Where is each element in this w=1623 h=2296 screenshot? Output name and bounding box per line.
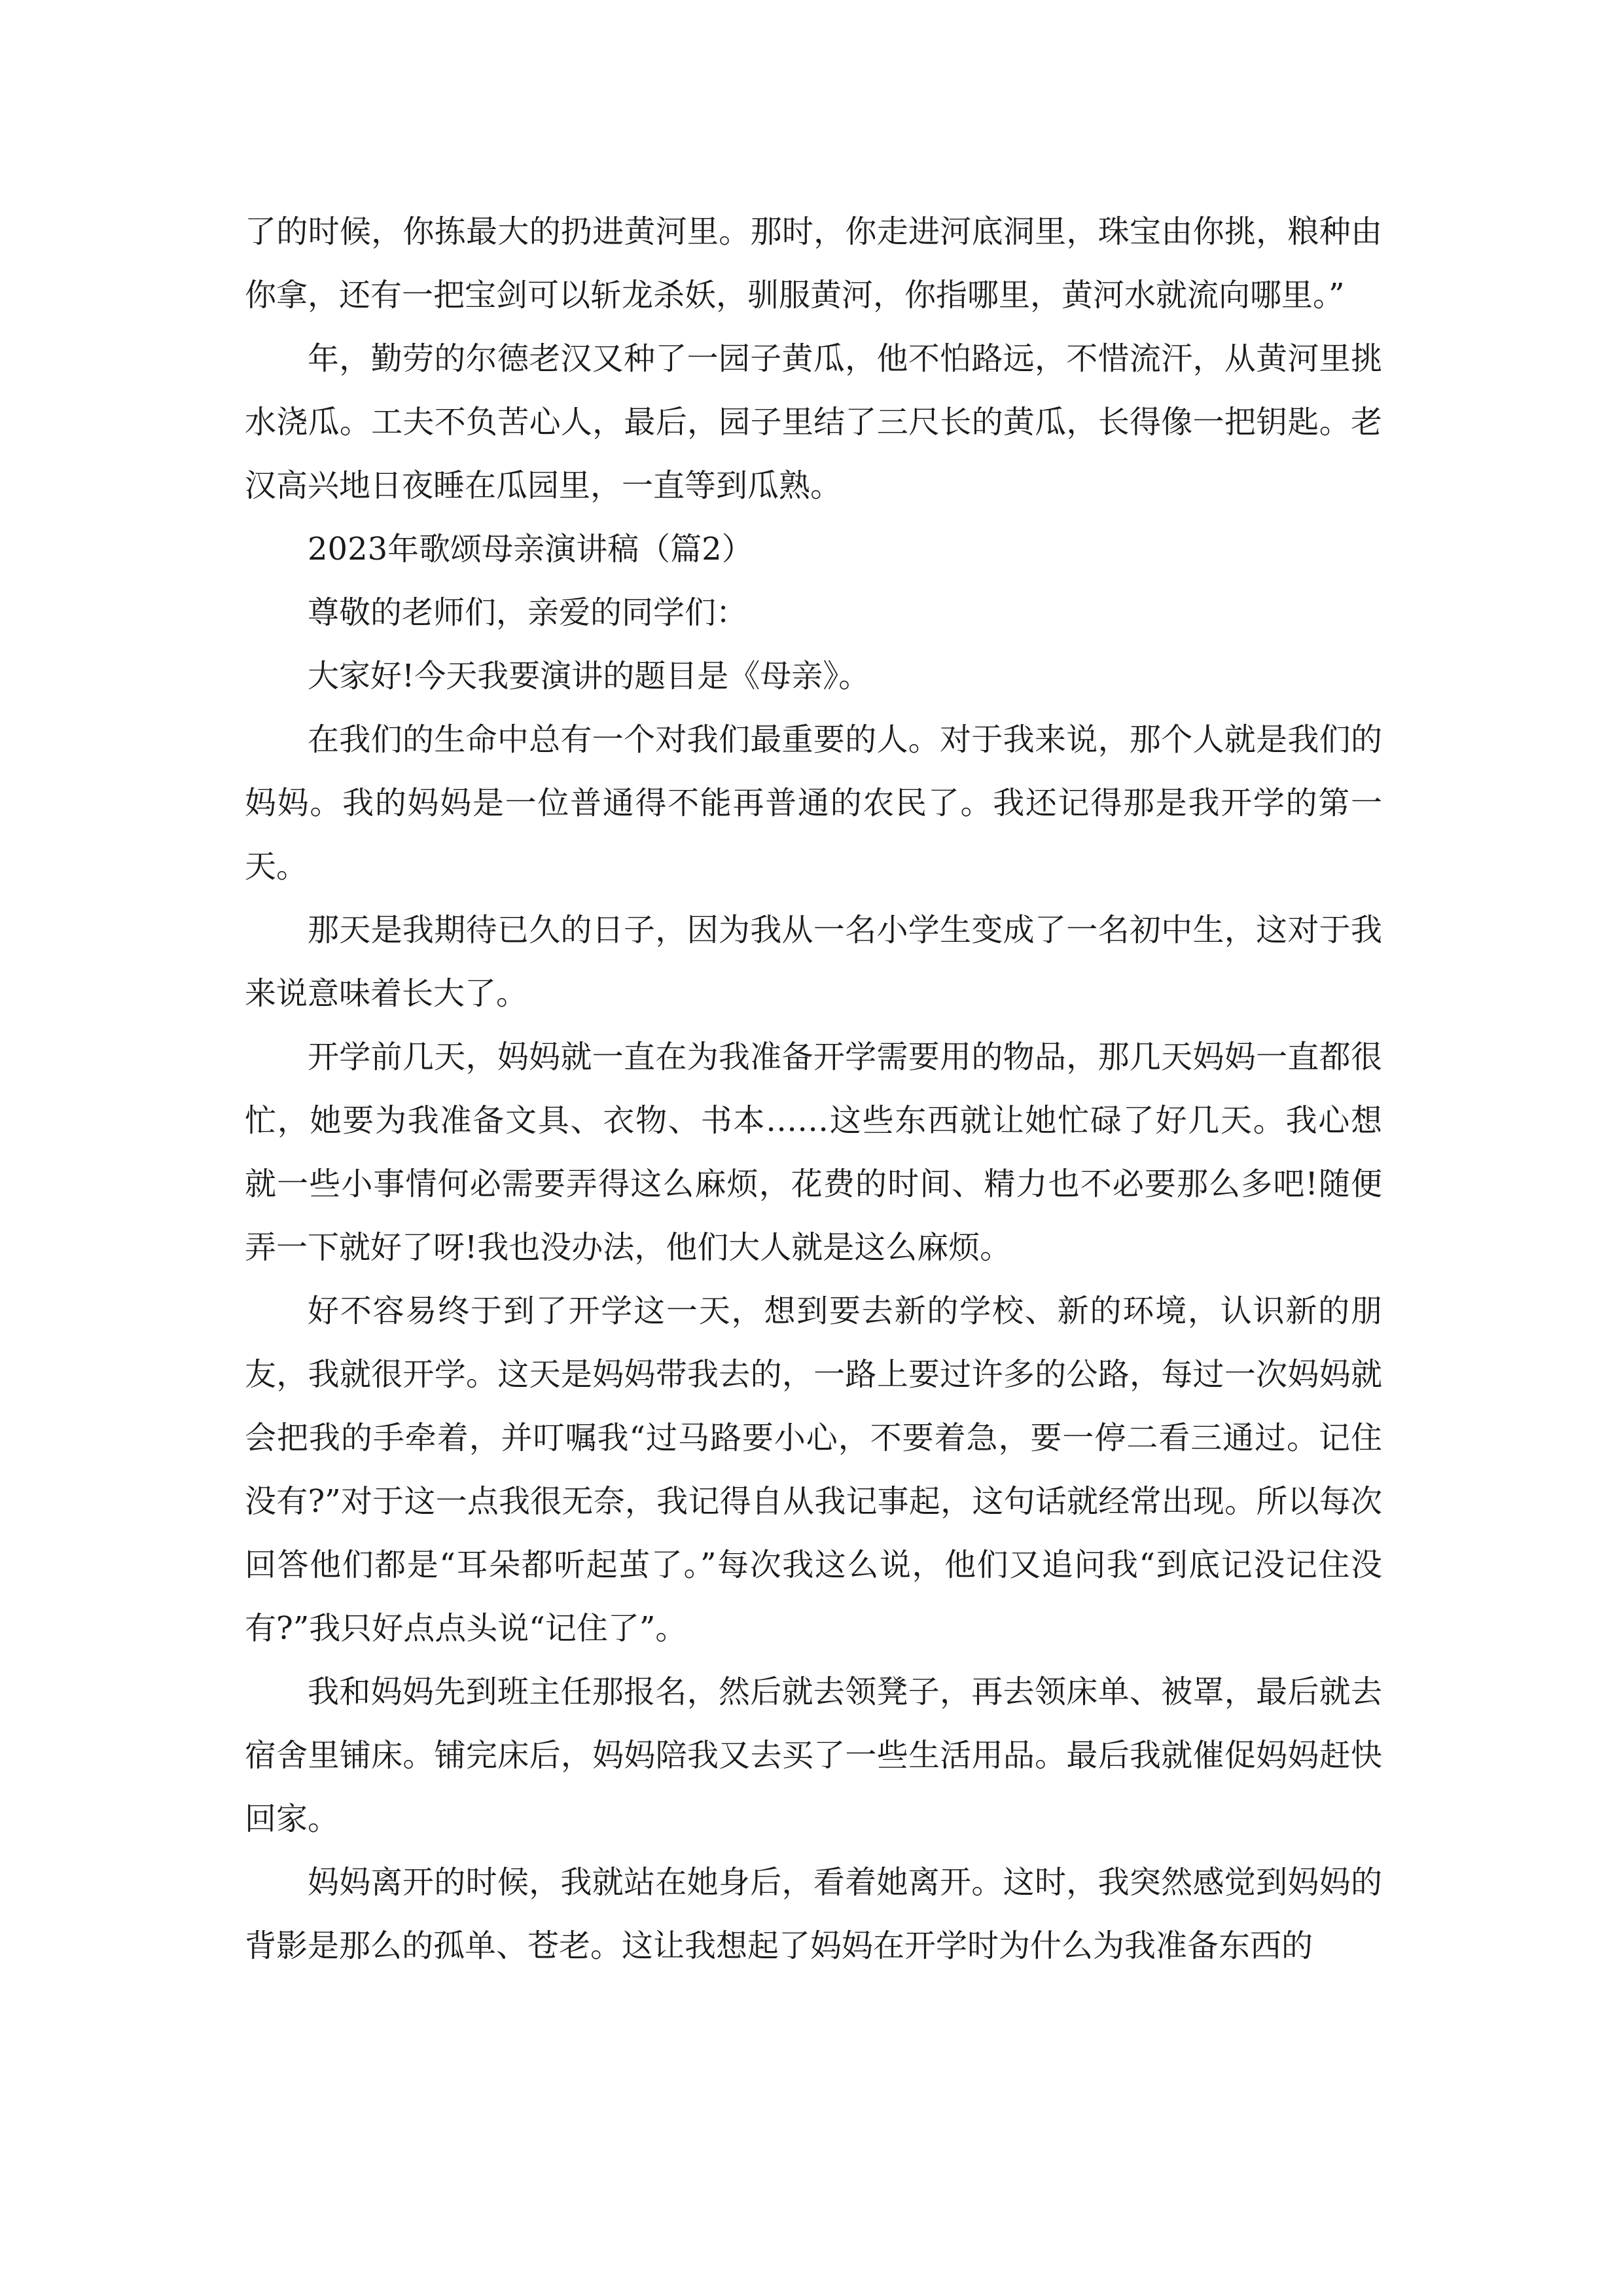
section-heading: 2023年歌颂母亲演讲稿（篇2）: [308, 531, 753, 567]
paragraph: 妈妈离开的时候，我就站在她身后，看着她离开。这时，我突然感觉到妈妈的背影是那么的孤单、苍老。这让我想起了妈妈在开学时为什么为我准备东西的: [245, 1864, 1382, 1964]
document-body: [245, 200, 1382, 1978]
paragraph: 在我们的生命中总有一个对我们最重要的人。对于我来说，那个人就是我们的妈妈。我的妈妈是一位普通得不能再普通的农民了。我还记得那是我开学的第一天。: [245, 721, 1382, 885]
paragraph: 开学前几天，妈妈就一直在为我准备开学需要用的物品，那几天妈妈一直都很忙，她要为我准备文具、衣物、书本……这些东西就让她忙碌了好几天。我心想 就一些小事情何必需要弄得这么麻烦，花费的时间、精力也不必要那么多吧!随便弄一下就好了呀!我也没办法，他们大人就是这么麻烦。: [245, 1039, 1382, 1266]
paragraph: 大家好!今天我要演讲的题目是《母亲》。: [308, 658, 870, 694]
paragraph: 那天是我期待已久的日子，因为我从一名小学生变成了一名初中生，这对于我来说意味着长大了。: [245, 912, 1382, 1012]
paragraph: 好不容易终于到了开学这一天，想到要去新的学校、新的环境，认识新的朋友，我就很开学。这天是妈妈带我去的，一路上要过许多的公路，每过一次妈妈就会把我的手牵着，并叮嘱我“过马路要小心，不要着急，要一停二看三通过。记住没有?”对于这一点我很无奈，我记得自从我记事起，这句话就经常出现。所以每次回答他们都是“耳朵都听起茧了。”每次我这么说，他们又追问我“到底记没记住没有?”我只好点点头说“记住了”。: [245, 1293, 1382, 1647]
paragraph: 年，勤劳的尔德老汉又种了一园子黄瓜，他不怕路远，不惜流汗，从黄河里挑水浇瓜。工夫不负苦心人，最后，园子里结了三尺长的黄瓜，长得像一把钥匙。老汉高兴地日夜睡在瓜园里，一直等到瓜熟。: [245, 340, 1382, 504]
paragraph-continuation: 了的时候，你拣最大的扔进黄河里。那时，你走进河底洞里，珠宝由你挑，粮种由你拿，还有一把宝剑可以斩龙杀妖，驯服黄河，你指哪里，黄河水就流向哪里。”: [245, 213, 1382, 314]
salutation: 尊敬的老师们，亲爱的同学们：: [308, 594, 748, 631]
paragraph: 我和妈妈先到班主任那报名，然后就去领凳子，再去领床单、被罩，最后就去宿舍里铺床。铺完床后，妈妈陪我又去买了一些生活用品。最后我就催促妈妈赶快回家。: [245, 1674, 1382, 1837]
